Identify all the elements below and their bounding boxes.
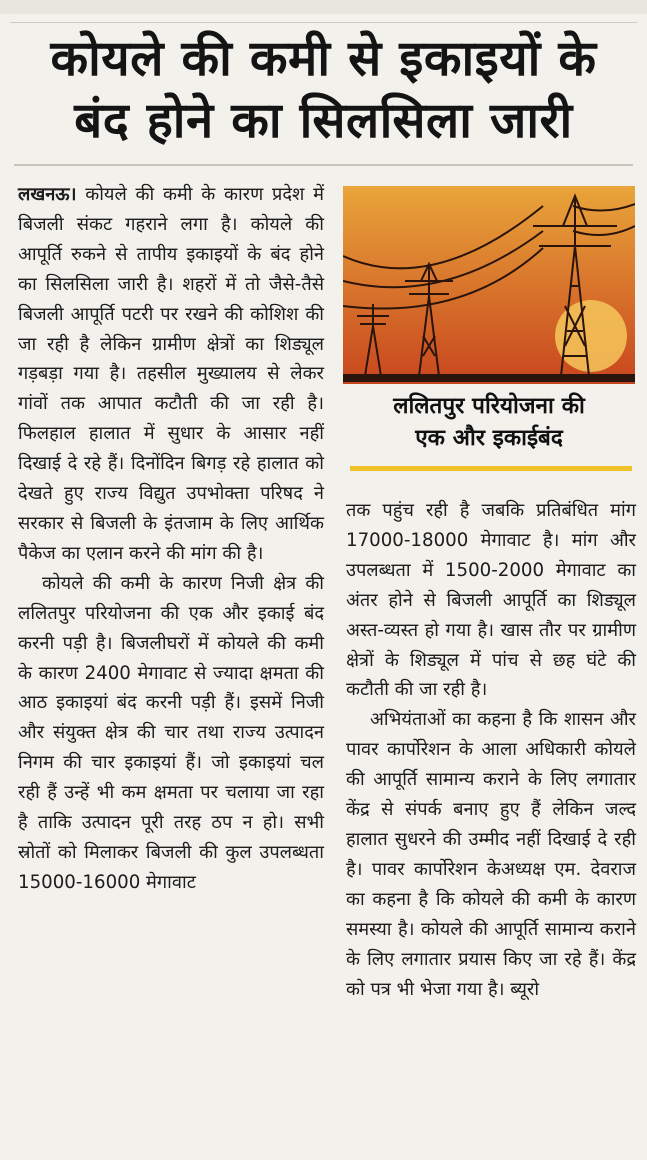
headline-line-1: कोयले की कमी से इकाइयों के [50,30,597,87]
caption-line-2: एक और इकाईबंद [415,425,563,451]
article-paragraph [18,180,324,569]
top-strip [0,0,647,14]
caption-underline [350,466,632,471]
photo-power-towers [343,186,635,384]
power-tower-icon [343,186,635,384]
article-paragraph: तक पहुंच रही है जबकि प्रतिबंधित मांग 17000-18000 मेगावाट है। मांग और उपलब्धता में 1500-2000 मेगावाट का अंतर होने से बिजली आपूर्ति का शिड्यूल अस्त-व्यस्त हो गया है। खास तौर पर ग्रामीण क्षेत्रों के शिड्यूल में पांच से छह घंटे की कटौती की जा रही है। [346,500,636,701]
photo-caption [343,390,635,454]
paragraph-text: कोयले की कमी के कारण प्रदेश में बिजली संकट गहराने लगा है। कोयले की आपूर्ति रुकने से तापीय इकाइयों के बंद होने का सिलसिला जारी है। शहरों में तो जैसे-तैसे बिजली आपूर्ति पटरी पर रखने की कोशिश की जा रही है लेकिन ग्रामीण क्षेत्रों का शिड्यूल गड़बड़ा गया है। तहसील मुख्यालय से लेकर गांवों तक आपात कटौती की जा रही है। फिलहाल हालात में सुधार के आसार नहीं दिखाई दे रहे हैं। दिनोंदिन बिगड़ रहे हालात को देखते हुए राज्य विद्युत उपभोक्ता परिषद ने सरकार से बिजली के इंतजाम के लिए आर्थिक पैकेज का एलान करने की मांग की है। [18,184,324,564]
headline [12,28,635,152]
article-paragraph: अभियंताओं का कहना है कि शासन और पावर कार्पोरेशन के आला अधिकारी कोयले की आपूर्ति सामान्य कराने के लिए लगातार केंद्र से संपर्क बनाए हुए हैं लेकिन जल्द हालात सुधरने की उम्मीद नहीं दिखाई दे रही है। पावर कार्पोरेशन केअध्यक्ष एम. देवराज का कहना है कि कोयले की कमी के कारण समस्या है। कोयले की आपूर्ति सामान्य कराने के लिए लगातार प्रयास किए जा रहे हैं। केंद्र को पत्र भी भेजा गया है। ब्यूरो [346,709,636,1000]
caption-line-1: ललितपुर परियोजना की [393,393,585,419]
headline-line-2: बंद होने का सिलसिला जारी [74,92,573,149]
top-rule [10,22,637,23]
article-paragraph: कोयले की कमी के कारण निजी क्षेत्र की ललितपुर परियोजना की एक और इकाई बंद करनी पड़ी है। बिजलीघरों में कोयले की कमी के कारण 2400 मेगावाट से ज्यादा क्षमता की आठ इकाइयां बंद करनी पड़ी हैं। इसमें निजी और संयुक्त क्षेत्र की चार तथा राज्य उत्पादन निगम की चार इकाइयां हैं। जो इकाइयां चल रही हैं उन्हें भी कम क्षमता पर चलाया जा रहा है ताकि उत्पादन पूरी तरह ठप न हो। सभी स्रोतों को मिलाकर बिजली की कुल उपलब्धता 15000-16000 मेगावाट [18,572,324,893]
dateline: लखनऊ। [18,184,77,205]
article-column-right [346,496,636,1004]
headline-rule [14,164,633,166]
article-column-left [18,180,324,898]
